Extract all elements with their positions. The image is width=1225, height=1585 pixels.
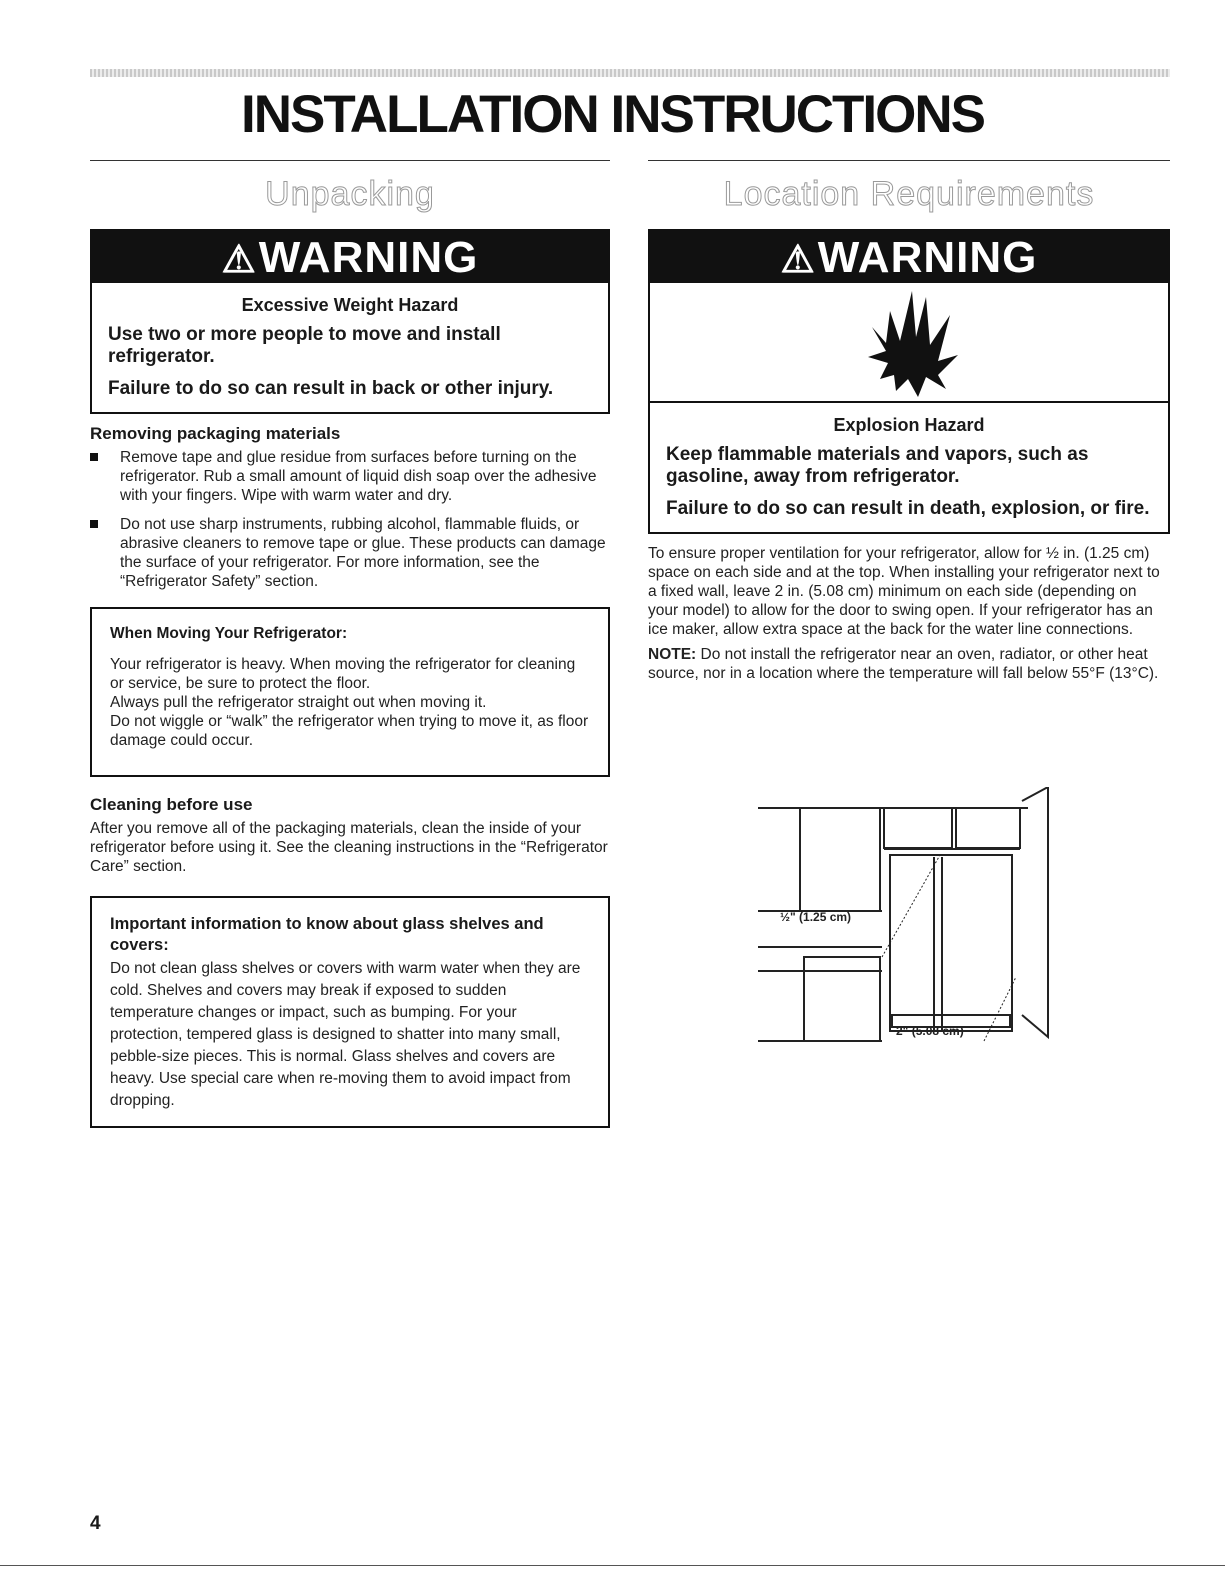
cleaning-heading: Cleaning before use xyxy=(90,795,253,814)
removing-heading: Removing packaging materials xyxy=(90,424,341,443)
explosion-icon xyxy=(650,283,1172,401)
moving-note-title: When Moving Your Refrigerator: xyxy=(110,625,348,642)
list-item xyxy=(90,515,610,591)
warning-label: WARNING xyxy=(817,233,1038,282)
section-title-location: Location Requirements xyxy=(723,175,1095,213)
clearance-label-bottom: 2" (5.08 cm) xyxy=(896,1024,964,1038)
page-number: 4 xyxy=(90,1513,101,1534)
note-label: NOTE: xyxy=(648,646,697,663)
removing-list xyxy=(90,448,610,591)
warning-triangle-icon: ⚠ xyxy=(780,239,816,281)
bullet-square-icon xyxy=(90,453,98,461)
explosion-pictogram xyxy=(650,283,1168,403)
hazard-instruction: Use two or more people to move and install refrigerator. xyxy=(108,324,501,367)
hazard-consequence: Failure to do so can result in death, explosion, or fire. xyxy=(666,498,1150,519)
page-title: INSTALLATION INSTRUCTIONS xyxy=(241,85,984,144)
list-item xyxy=(90,448,610,505)
hazard-title: Excessive Weight Hazard xyxy=(241,295,459,315)
left-column xyxy=(90,160,610,1128)
moving-note-line: Do not wiggle or “walk” the refrigerator when trying to move it, as floor damage could occur. xyxy=(110,713,589,749)
ventilation-text: To ensure proper ventilation for your refrigerator, allow for ½ in. (1.25 cm) space on each side and at the top. When installing your refrigerator next to a fixed wall, leave 2 in. (5.08 cm) minimum on each side (depending on your model) to allow for the door to swing open. If your refrigerator has an ice maker, allow extra space at the back for the water line connections. xyxy=(648,545,1160,638)
warning-triangle-icon: ⚠ xyxy=(221,239,257,281)
cleaning-text: After you remove all of the packaging materials, clean the inside of your refrigerator before using it. See the cleaning instructions in the “Refrigerator Care” section. xyxy=(90,820,608,875)
glass-note-text: Do not clean glass shelves or covers with warm water when they are cold. Shelves and covers may break if exposed to sudden temperature changes or impact, such as bumping. For your protection, tempered glass is designed to shatter into many small, pebble-size pieces. This is normal. Glass shelves and covers are heavy. Use special care when re-moving them to avoid impact from dropping. xyxy=(110,960,581,1109)
note-text: Do not install the refrigerator near an oven, radiator, or other heat source, nor in a location where the temperature will fall below 55°F (13°C). xyxy=(648,646,1159,682)
bullet-square-icon xyxy=(90,520,98,528)
hazard-title: Explosion Hazard xyxy=(833,415,985,435)
left-divider xyxy=(90,160,610,161)
clearance-diagram xyxy=(758,787,1178,1047)
list-item-text: Remove tape and glue residue from surfaces before turning on the refrigerator. Rub a small amount of liquid dish soap over the adhesive with your fingers. Wipe with warm water and dry. xyxy=(120,449,597,504)
bottom-rule xyxy=(0,1565,1225,1566)
warning-banner xyxy=(650,231,1168,283)
warning-label: WARNING xyxy=(258,233,479,282)
clearance-label-top: ½" (1.25 cm) xyxy=(780,910,852,924)
right-column xyxy=(648,160,1170,1038)
explosion-warning-box xyxy=(648,229,1170,534)
glass-note-box xyxy=(90,896,610,1128)
header-band xyxy=(90,69,1170,77)
weight-warning-box xyxy=(90,229,610,414)
right-divider xyxy=(648,160,1170,161)
section-title-unpacking: Unpacking xyxy=(265,175,435,213)
glass-note-title: Important information to know about glass shelves and covers: xyxy=(110,915,544,954)
warning-banner xyxy=(92,231,608,283)
list-item-text: Do not use sharp instruments, rubbing alcohol, flammable fluids, or abrasive cleaners to remove tape or glue. These products can damage the surface of your refrigerator. For more information, see the “Refrigerator Safety” section. xyxy=(120,516,606,590)
moving-note-line: Your refrigerator is heavy. When moving the refrigerator for cleaning or service, be sure to protect the floor. xyxy=(110,656,576,692)
hazard-instruction: Keep flammable materials and vapors, such as gasoline, away from refrigerator. xyxy=(666,444,1089,487)
moving-note-box xyxy=(90,607,610,777)
hazard-consequence: Failure to do so can result in back or other injury. xyxy=(108,378,554,399)
note-paragraph xyxy=(648,645,1170,683)
moving-note-line: Always pull the refrigerator straight out when moving it. xyxy=(110,694,487,711)
